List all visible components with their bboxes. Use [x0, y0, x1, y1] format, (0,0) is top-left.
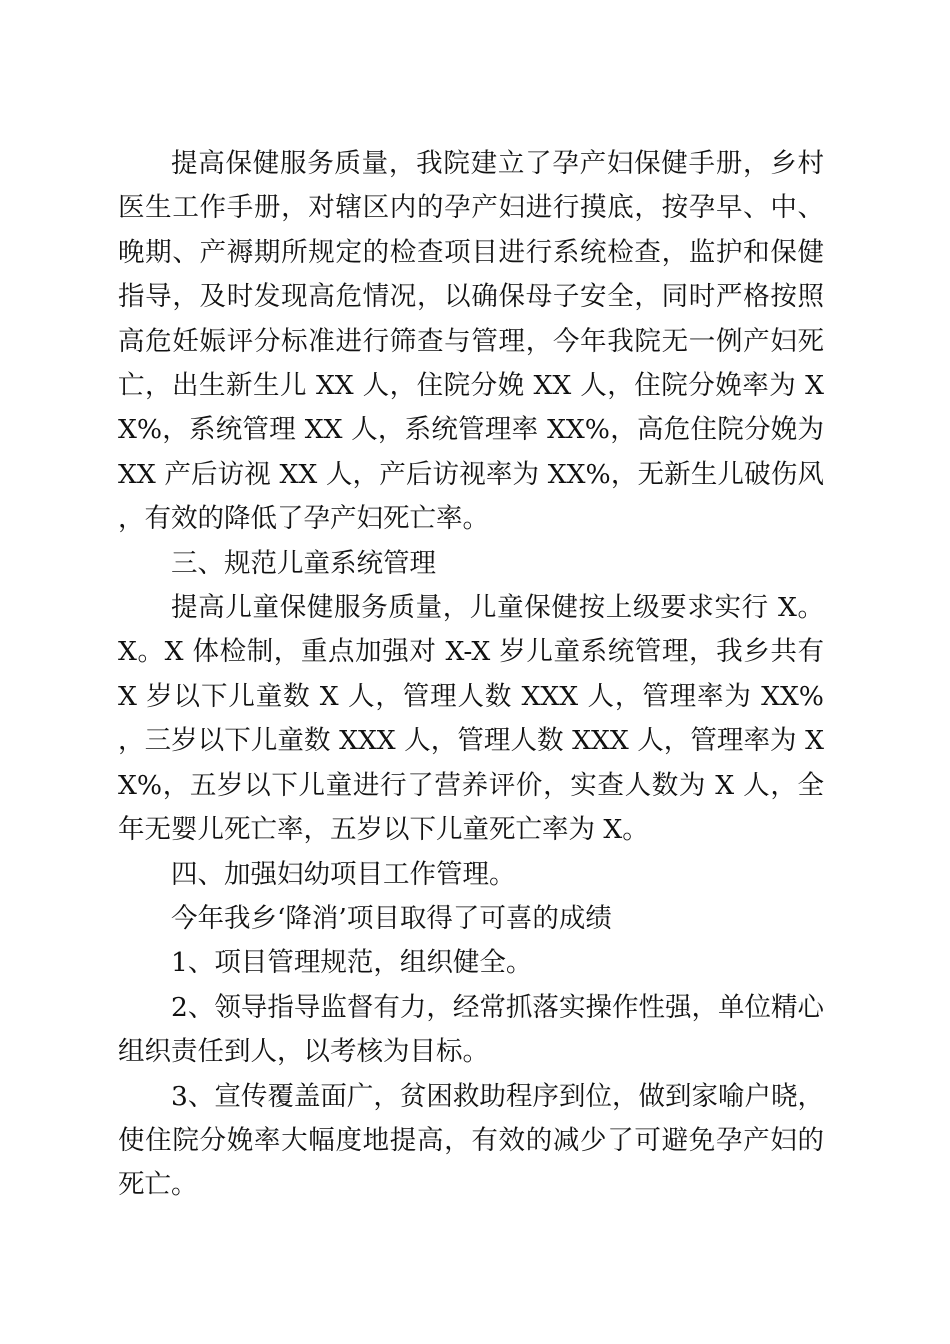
- paragraph-child-care: 提高儿童保健服务质量，儿童保健按上级要求实行 X。X。X 体检制，重点加强对 X-X 岁儿童系统管理，我乡共有 X 岁以下儿童数 X 人，管理人数 XXX 人，管理率为 XX%，三岁以下儿童数 XXX 人，管理人数 XXX 人，管理率为 XX%，五岁以下儿童进行了营养评价，实查人数为 X 人，全年无婴儿死亡率，五岁以下儿童死亡率为 X。: [118, 592, 824, 846]
- heading-project-management: 四、加强妇幼项目工作管理。: [171, 858, 516, 890]
- paragraph-maternal-care: 提高保健服务质量，我院建立了孕产妇保健手册，乡村医生工作手册，对辖区内的孕产妇进行摸底，按孕早、中、晚期、产褥期所规定的检查项目进行系统检查，监护和保健指导，及时发现高危情况，以确保母子安全，同时严格按照高危妊娠评分标准进行筛查与管理，今年我院无一例产妇死亡，出生新生儿 XX 人，住院分娩 XX 人，住院分娩率为 XX%，系统管理 XX 人，系统管理率 XX%，高危住院分娩为 XX 产后访视 XX 人，产后访视率为 XX%，无新生儿破伤风，有效的降低了孕产妇死亡率。: [118, 148, 824, 535]
- list-item-3: 3、宣传覆盖面广，贫困救助程序到位，做到家喻户晓，使住院分娩率大幅度地提高，有效的减少了可避免孕产妇的死亡。: [118, 1080, 824, 1201]
- list-item-1: 1、项目管理规范，组织健全。: [171, 947, 533, 979]
- list-item-2: 2、领导指导监督有力，经常抓落实操作性强，单位精心组织责任到人，以考核为目标。: [118, 991, 824, 1068]
- document-body: [118, 142, 824, 1208]
- paragraph-project-results: 今年我乡‘降消’项目取得了可喜的成绩: [171, 902, 612, 934]
- heading-child-management: 三、规范儿童系统管理: [171, 547, 436, 579]
